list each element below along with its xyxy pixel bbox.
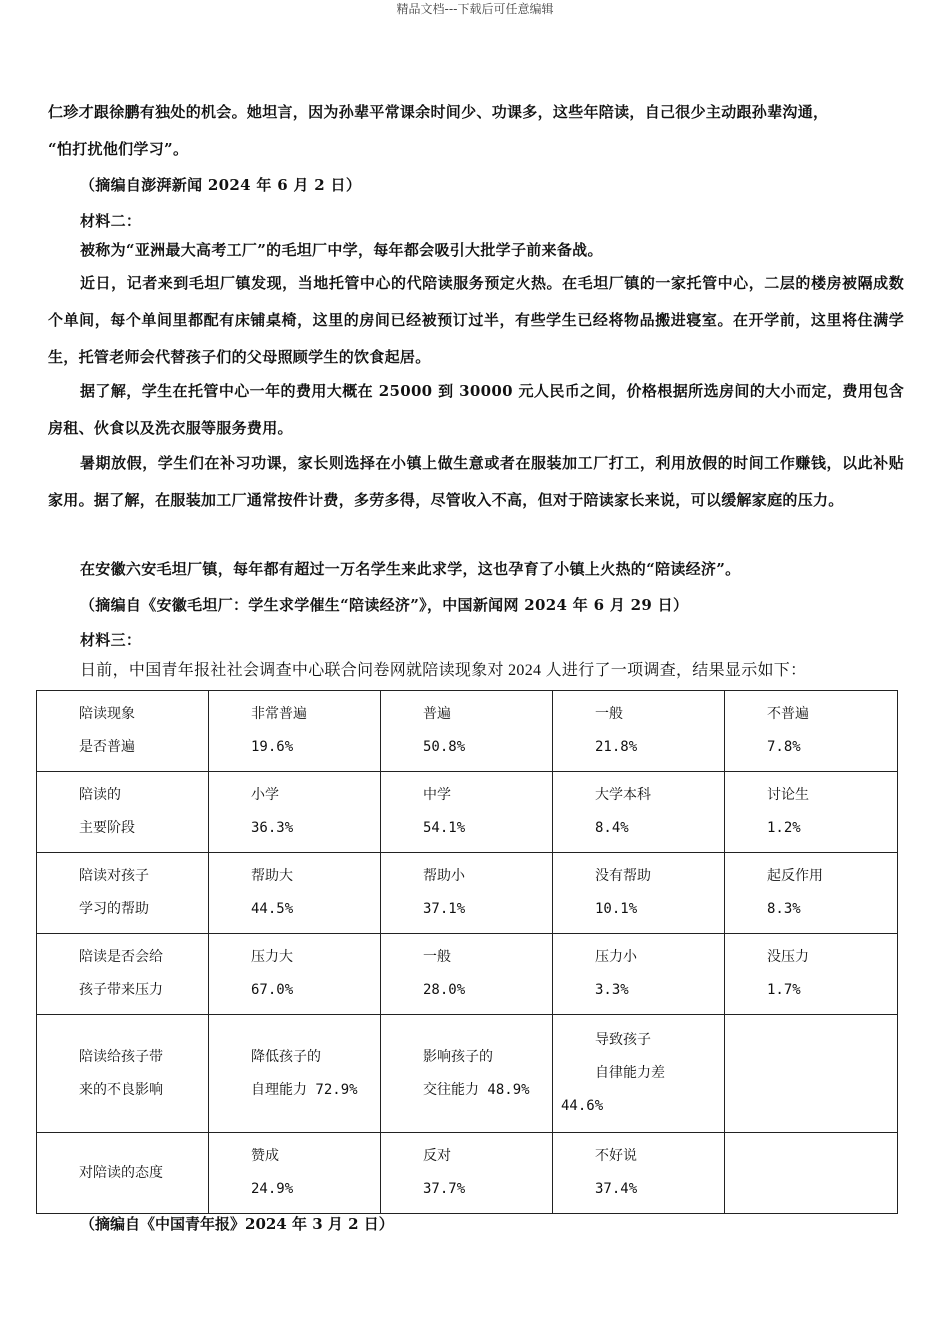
cell-option: 没有帮助 [595,868,651,884]
row-label-cell [37,1015,209,1133]
cell-percent: 自理能力 72.9% [251,1081,358,1098]
cell-option: 自律能力差 [595,1065,665,1081]
material-2-paragraph-1: 被称为“亚洲最大高考工厂”的毛坦厂中学，每年都会吸引大批学子前来备战。 [80,241,603,259]
table-cell [725,691,898,772]
cell-option: 赞成 [251,1148,279,1164]
cell-option: 导致孩子 [595,1032,651,1048]
cell-percent: 7.8% [767,739,801,755]
table-row [37,934,898,1015]
material-3-intro: 日前，中国青年报社社会调查中心联合问卷网就陪读现象对 2024 人进行了一项调查，结果显示如下： [80,662,807,679]
table-cell [553,772,725,853]
cell-option: 讨论生 [767,787,809,803]
cell-percent: 36.3% [251,820,294,836]
table-row [37,853,898,934]
table-row [37,772,898,853]
row-label-line: 主要阶段 [79,820,135,836]
cell-option: 大学本科 [595,787,651,803]
table-cell [553,1133,725,1214]
cell-option: 普遍 [423,706,451,722]
cell-percent: 67.0% [251,982,294,998]
cell-option: 压力大 [251,949,293,965]
survey-results-table [36,690,898,1214]
row-label-cell [37,934,209,1015]
row-label-line: 陪读是否会给 [79,949,163,965]
material-2-heading: 材料二： [80,212,142,230]
table-cell [553,934,725,1015]
paragraph-top-line-2: “怕打扰他们学习”。 [48,140,189,158]
cell-percent: 8.4% [595,820,629,836]
cell-percent: 54.1% [423,820,466,836]
cell-percent: 1.7% [767,982,801,998]
row-label-line: 陪读的 [79,787,121,803]
table-cell [725,853,898,934]
cell-option: 帮助小 [423,868,465,884]
table-row [37,691,898,772]
row-label-cell [37,772,209,853]
material-2-paragraph-2: 近日，记者来到毛坦厂镇发现，当地托管中心的代陪读服务预定火热。在毛坦厂镇的一家托管中心，二层的楼房被隔成数个单间，每个单间里都配有床铺桌椅，这里的房间已经被预订过半，有些学生已经将物品搬进寝室。在开学前，这里将住满学生，托管老师会代替孩子们的父母照顾学生的饮食起居。 [48,274,904,366]
table-cell [381,1015,553,1133]
cell-percent: 21.8% [595,739,638,755]
cell-option: 不好说 [595,1148,637,1164]
page-header-note: 精品文档---下载后可任意编辑 [396,2,554,16]
table-cell [209,853,381,934]
table-cell [725,772,898,853]
cell-option: 没压力 [767,949,809,965]
cell-percent: 37.1% [423,901,466,917]
row-label-line: 对陪读的态度 [79,1164,163,1181]
row-label-line: 是否普遍 [79,739,135,755]
row-label-line: 陪读给孩子带 [79,1048,163,1065]
row-label-line: 来的不良影响 [79,1081,163,1098]
material-3-heading: 材料三： [80,631,142,649]
cell-percent: 10.1% [595,901,638,917]
cell-option: 降低孩子的 [251,1048,321,1065]
table-cell-empty [725,1133,898,1214]
cell-option: 一般 [595,706,623,722]
table-cell [381,691,553,772]
cell-percent: 44.5% [251,901,294,917]
cell-percent: 44.6% [561,1098,604,1114]
cell-option: 帮助大 [251,868,293,884]
table-cell [553,853,725,934]
material-2-paragraph-4: 暑期放假，学生们在补习功课，家长则选择在小镇上做生意或者在服装加工厂打工，利用放假的时间工作赚钱，以此补贴家用。据了解，在服装加工厂通常按件计费，多劳多得，尽管收入不高，但对于陪读家长来说，可以缓解家庭的压力。 [48,454,904,509]
cell-percent: 24.9% [251,1181,294,1197]
cell-option: 起反作用 [767,868,823,884]
row-label-cell [37,1133,209,1214]
cell-option: 一般 [423,949,451,965]
cell-option: 影响孩子的 [423,1048,493,1065]
row-label-cell [37,853,209,934]
table-cell [209,1133,381,1214]
row-label-line: 陪读现象 [79,706,135,722]
cell-percent: 37.7% [423,1181,466,1197]
source-citation-3: （摘编自《中国青年报》2024 年 3 月 2 日） [80,1215,394,1233]
table-cell [209,1015,381,1133]
table-cell [553,1015,725,1133]
cell-percent: 19.6% [251,739,294,755]
cell-percent: 交往能力 48.9% [423,1081,530,1098]
row-label-line: 学习的帮助 [79,901,149,917]
cell-percent: 3.3% [595,982,629,998]
table-cell [209,772,381,853]
row-label-line: 陪读对孩子 [79,868,149,884]
cell-option: 中学 [423,787,451,803]
cell-percent: 37.4% [595,1181,638,1197]
cell-option: 反对 [423,1148,451,1164]
row-label-cell [37,691,209,772]
cell-percent: 50.8% [423,739,466,755]
cell-option: 不普遍 [767,706,809,722]
cell-percent: 8.3% [767,901,801,917]
table-cell [209,934,381,1015]
paragraph-top-line-1: 仁珍才跟徐鹏有独处的机会。她坦言，因为孙辈平常课余时间少、功课多，这些年陪读，自己很少主动跟孙辈沟通， [48,103,829,121]
source-citation-2: （摘编自《安徽毛坦厂：学生求学催生“陪读经济”》，中国新闻网 2024 年 6 月 29 日） [80,596,689,614]
cell-option: 小学 [251,787,279,803]
table-cell [553,691,725,772]
table-cell [725,934,898,1015]
cell-option: 非常普遍 [251,706,307,722]
material-2-paragraph-3: 据了解，学生在托管中心一年的费用大概在 25000 到 30000 元人民币之间，价格根据所选房间的大小而定，费用包含房租、伙食以及洗衣服等服务费用。 [48,382,904,437]
table-cell [381,853,553,934]
table-cell [381,772,553,853]
table-cell [209,691,381,772]
cell-option: 压力小 [595,949,637,965]
cell-percent: 1.2% [767,820,801,836]
source-citation-1: （摘编自澎湃新闻 2024 年 6 月 2 日） [80,176,362,194]
material-2-paragraph-5: 在安徽六安毛坦厂镇，每年都有超过一万名学生来此求学，这也孕育了小镇上火热的“陪读经济”。 [80,560,741,578]
table-cell-empty [725,1015,898,1133]
table-row [37,1133,898,1214]
row-label-line: 孩子带来压力 [79,982,163,998]
table-row [37,1015,898,1133]
cell-percent: 28.0% [423,982,466,998]
table-cell [381,1133,553,1214]
table-cell [381,934,553,1015]
